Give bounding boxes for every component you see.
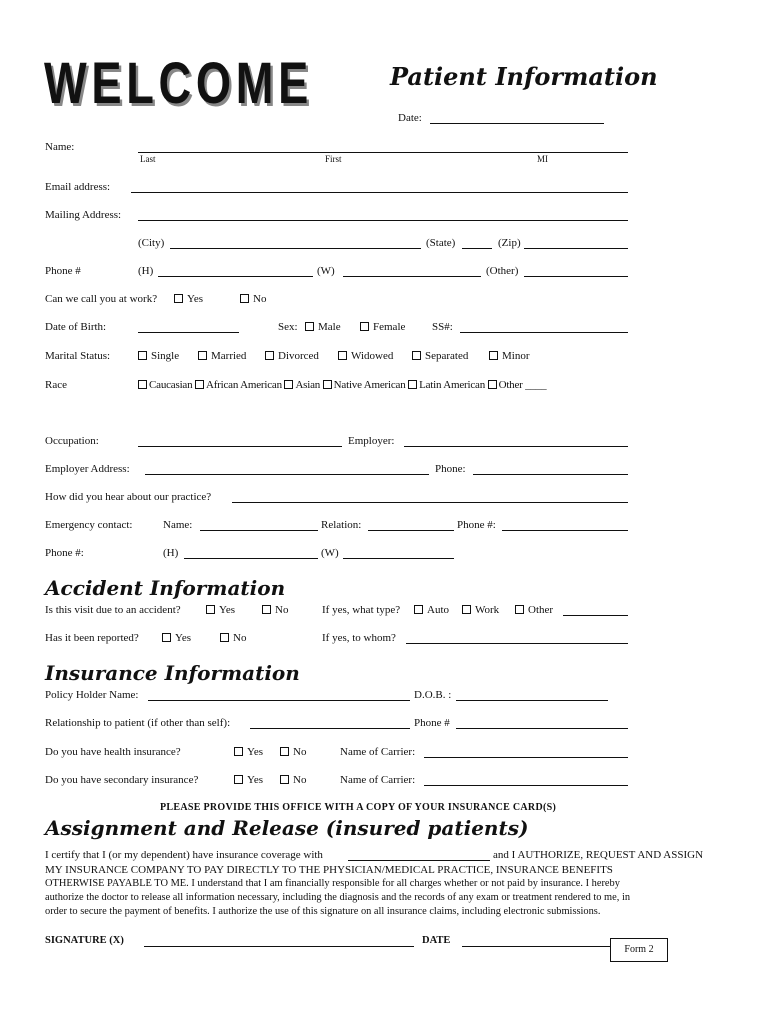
holder-phone-field[interactable] — [456, 728, 628, 729]
zip-label: (Zip) — [498, 237, 521, 249]
assignment-release-title: Assignment and Release (insured patients) — [45, 816, 529, 840]
accident-yes-option[interactable]: Yes — [206, 604, 235, 616]
employer-field[interactable] — [404, 446, 628, 447]
date-label: Date: — [398, 112, 422, 124]
dob-label: Date of Birth: — [45, 321, 107, 333]
secondary-carrier-label: Name of Carrier: — [340, 774, 416, 786]
sex-female-option[interactable]: Female — [360, 321, 405, 333]
race-caucasian-option[interactable]: Caucasian — [138, 379, 192, 391]
checkbox-icon[interactable] — [284, 380, 293, 389]
checkbox-icon[interactable] — [280, 747, 289, 756]
last-name-caption: Last — [140, 154, 156, 164]
checkbox-icon[interactable] — [234, 775, 243, 784]
state-label: (State) — [426, 237, 456, 249]
emergency-name-field[interactable] — [200, 530, 318, 531]
health-yes-option[interactable]: Yes — [234, 746, 263, 758]
holder-phone-label: Phone # — [414, 717, 450, 729]
emergency-phone-label: Phone #: — [457, 519, 496, 531]
holder-dob-label: D.O.B. : — [414, 689, 452, 701]
policy-holder-field[interactable] — [148, 700, 410, 701]
emergency-name-label: Name: — [163, 519, 193, 531]
employer-label: Employer: — [348, 435, 395, 447]
name-label: Name: — [45, 141, 75, 153]
health-no-option[interactable]: No — [280, 746, 306, 758]
marital-widowed-option[interactable]: Widowed — [338, 350, 393, 362]
accident-type-question: If yes, what type? — [322, 604, 401, 616]
marital-minor-option[interactable]: Minor — [489, 350, 530, 362]
mailing-address-label: Mailing Address: — [45, 209, 122, 221]
checkbox-icon[interactable] — [138, 351, 147, 360]
city-label: (City) — [138, 237, 165, 249]
race-latin-american-option[interactable]: Latin American — [408, 379, 485, 391]
employer-address-label: Employer Address: — [45, 463, 130, 475]
home-phone-field[interactable] — [158, 276, 313, 277]
secondary-no-option[interactable]: No — [280, 774, 306, 786]
accident-visit-question: Is this visit due to an accident? — [45, 604, 181, 616]
marital-separated-option[interactable]: Separated — [412, 350, 468, 362]
call-work-yes-option[interactable]: Yes — [174, 293, 203, 305]
holder-dob-field[interactable] — [456, 700, 608, 701]
checkbox-icon[interactable] — [220, 633, 229, 642]
checkbox-icon[interactable] — [138, 380, 147, 389]
carrier-label: Name of Carrier: — [340, 746, 416, 758]
assignment-line-3: OTHERWISE PAYABLE TO ME. I understand that I am financially responsible for all charges whether or not paid by insurance. I hereby — [45, 878, 620, 889]
assignment-line-1a: I certify that I (or my dependent) have insurance coverage with — [45, 849, 323, 861]
health-insurance-question: Do you have health insurance? — [45, 746, 181, 758]
reported-yes-option[interactable]: Yes — [162, 632, 191, 644]
signature-date-field[interactable] — [462, 946, 612, 947]
checkbox-icon[interactable] — [489, 351, 498, 360]
assignment-line-2: MY INSURANCE COMPANY TO PAY DIRECTLY TO THE PHYSICIAN/MEDICAL PRACTICE, INSURANCE BENEFITS — [45, 864, 613, 876]
ssn-label: SS#: — [432, 321, 453, 333]
assignment-line-5: order to secure the payment of benefits. I authorize the use of this signature on all insurance claims, including electronic submissions. — [45, 906, 601, 917]
race-african-american-option[interactable]: African American — [195, 379, 282, 391]
checkbox-icon[interactable] — [408, 380, 417, 389]
checkbox-icon[interactable] — [323, 380, 332, 389]
home-phone-label: (H) — [138, 265, 154, 277]
accident-no-option[interactable]: No — [262, 604, 288, 616]
checkbox-icon[interactable] — [206, 605, 215, 614]
insurance-information-title: Insurance Information — [45, 661, 300, 685]
assignment-line-4: authorize the doctor to release all information necessary, including the diagnosis and the records of any exam or treatment rendered to me, in — [45, 892, 631, 903]
secondary-yes-option[interactable]: Yes — [234, 774, 263, 786]
phone-label: Phone # — [45, 265, 81, 277]
secondary-carrier-field[interactable] — [424, 785, 628, 786]
checkbox-icon[interactable] — [462, 605, 471, 614]
checkbox-icon[interactable] — [488, 380, 497, 389]
checkbox-icon[interactable] — [162, 633, 171, 642]
race-asian-option[interactable]: Asian — [284, 379, 320, 391]
referral-source-label: How did you hear about our practice? — [45, 491, 212, 503]
signature-date-label: DATE — [422, 935, 451, 946]
employer-phone-field[interactable] — [473, 474, 628, 475]
middle-initial-caption: MI — [537, 154, 548, 164]
accident-work-option[interactable]: Work — [462, 604, 499, 616]
reported-to-whom-label: If yes, to whom? — [322, 632, 396, 644]
call-work-no-option[interactable]: No — [240, 293, 266, 305]
signature-label: SIGNATURE (X) — [45, 935, 124, 946]
checkbox-icon[interactable] — [195, 380, 204, 389]
emergency-home-field[interactable] — [184, 558, 318, 559]
accident-information-title: Accident Information — [45, 576, 286, 600]
emergency-home-label: (H) — [163, 547, 179, 559]
checkbox-icon[interactable] — [234, 747, 243, 756]
city-field[interactable] — [170, 248, 421, 249]
date-field[interactable] — [430, 123, 604, 124]
other-phone-label: (Other) — [486, 265, 519, 277]
name-field[interactable] — [138, 152, 628, 153]
occupation-field[interactable] — [138, 446, 342, 447]
checkbox-icon[interactable] — [198, 351, 207, 360]
signature-field[interactable] — [144, 946, 414, 947]
call-at-work-label: Can we call you at work? — [45, 293, 158, 305]
emergency-work-field[interactable] — [343, 558, 454, 559]
accident-other-field[interactable] — [563, 615, 628, 616]
emergency-phone-row-label: Phone #: — [45, 547, 84, 559]
state-field[interactable] — [462, 248, 492, 249]
emergency-relation-field[interactable] — [368, 530, 454, 531]
accident-auto-option[interactable]: Auto — [414, 604, 449, 616]
employer-phone-label: Phone: — [435, 463, 466, 475]
checkbox-icon[interactable] — [262, 605, 271, 614]
checkbox-icon[interactable] — [338, 351, 347, 360]
zip-field[interactable] — [524, 248, 628, 249]
emergency-phone-field[interactable] — [502, 530, 628, 531]
reported-no-option[interactable]: No — [220, 632, 246, 644]
accident-reported-question: Has it been reported? — [45, 632, 139, 644]
secondary-insurance-question: Do you have secondary insurance? — [45, 774, 199, 786]
assignment-line-1b: and I AUTHORIZE, REQUEST AND ASSIGN — [493, 849, 704, 861]
sex-label: Sex: — [278, 321, 298, 333]
checkbox-icon[interactable] — [360, 322, 369, 331]
insurance-card-notice: PLEASE PROVIDE THIS OFFICE WITH A COPY OF YOUR INSURANCE CARD(S) — [160, 802, 557, 813]
first-name-caption: First — [325, 154, 342, 164]
mailing-address-field[interactable] — [138, 220, 628, 221]
sex-male-option[interactable]: Male — [305, 321, 341, 333]
marital-single-option[interactable]: Single — [138, 350, 179, 362]
race-label: Race — [45, 379, 67, 391]
checkbox-icon[interactable] — [174, 294, 183, 303]
employer-address-field[interactable] — [145, 474, 429, 475]
work-phone-field[interactable] — [343, 276, 481, 277]
insurance-company-field[interactable] — [348, 860, 490, 861]
checkbox-icon[interactable] — [414, 605, 423, 614]
emergency-relation-label: Relation: — [321, 519, 362, 531]
other-phone-field[interactable] — [524, 276, 628, 277]
relationship-field[interactable] — [250, 728, 410, 729]
referral-source-field[interactable] — [232, 502, 628, 503]
checkbox-icon[interactable] — [412, 351, 421, 360]
emergency-contact-label: Emergency contact: — [45, 519, 133, 531]
marital-divorced-option[interactable]: Divorced — [265, 350, 319, 362]
form-number-badge: Form 2 — [610, 938, 668, 962]
emergency-work-label: (W) — [321, 547, 339, 559]
checkbox-icon[interactable] — [305, 322, 314, 331]
ssn-field[interactable] — [460, 332, 628, 333]
email-field[interactable] — [131, 192, 628, 193]
carrier-field[interactable] — [424, 757, 628, 758]
policy-holder-label: Policy Holder Name: — [45, 689, 139, 701]
checkbox-icon[interactable] — [265, 351, 274, 360]
email-label: Email address: — [45, 181, 111, 193]
marital-married-option[interactable]: Married — [198, 350, 246, 362]
checkbox-icon[interactable] — [280, 775, 289, 784]
marital-status-label: Marital Status: — [45, 350, 111, 362]
dob-field[interactable] — [138, 332, 239, 333]
relationship-label: Relationship to patient (if other than self): — [45, 717, 231, 729]
checkbox-icon[interactable] — [240, 294, 249, 303]
race-options-row — [138, 379, 546, 391]
checkbox-icon[interactable] — [515, 605, 524, 614]
welcome-heading: WELCOME — [44, 51, 313, 116]
race-other-option[interactable]: Other ____ — [488, 379, 547, 391]
occupation-label: Occupation: — [45, 435, 99, 447]
accident-other-option[interactable]: Other — [515, 604, 553, 616]
race-native-american-option[interactable]: Native American — [323, 379, 406, 391]
patient-information-title: Patient Information — [390, 62, 658, 91]
work-phone-label: (W) — [317, 265, 335, 277]
reported-to-whom-field[interactable] — [406, 643, 628, 644]
